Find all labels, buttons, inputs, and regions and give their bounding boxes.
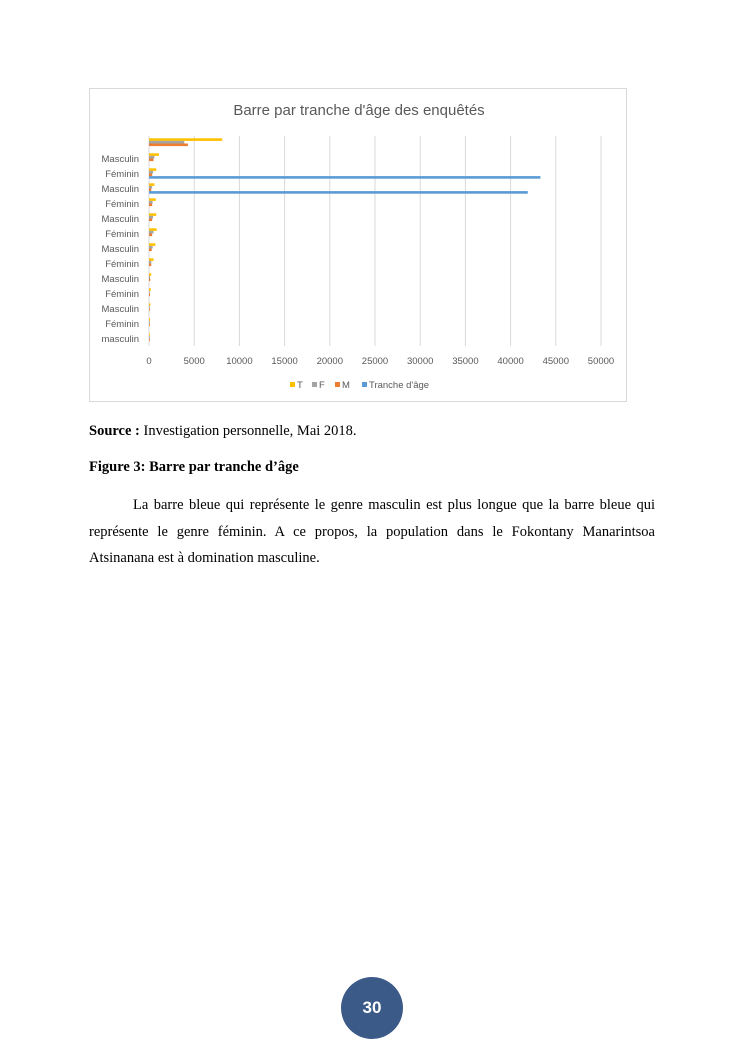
y-category-label: masculin: [101, 334, 139, 345]
y-category-label: Masculin: [101, 304, 139, 315]
age-bar-chart: [89, 88, 627, 402]
bar-m-5: [149, 264, 151, 267]
bar-m-2: [149, 309, 150, 312]
bar-m-13: [149, 144, 188, 147]
bar-t-11: [149, 168, 156, 171]
y-category-label: Féminin: [105, 319, 139, 330]
bar-f-2: [149, 306, 150, 309]
x-tick-label: 15000: [271, 356, 298, 367]
x-tick-label: 35000: [452, 356, 479, 367]
bar-m-11: [149, 174, 152, 177]
y-category-label: Féminin: [105, 169, 139, 180]
page-number: 30: [362, 998, 382, 1017]
bar-marks: [149, 138, 540, 341]
bar-t-10: [149, 183, 154, 186]
legend-label: Tranche d'âge: [369, 380, 430, 391]
bar-t-13: [149, 138, 222, 141]
y-category-label: Féminin: [105, 289, 139, 300]
bar-m-12: [149, 159, 154, 162]
bar-m-1: [149, 324, 150, 327]
chart-svg: [90, 89, 628, 403]
x-tick-label: 20000: [316, 356, 344, 367]
legend: [290, 380, 429, 391]
bar-t-0: [149, 333, 150, 336]
bar-t-5: [149, 258, 154, 261]
bar-f-1: [149, 321, 150, 324]
bar-f-0: [149, 336, 150, 339]
bar-f-11: [149, 171, 153, 174]
bar-t-4: [149, 273, 151, 276]
bar-t-12: [149, 153, 159, 156]
bar-t-7: [149, 228, 157, 231]
bar-f-7: [149, 231, 154, 234]
source-text: Investigation personnelle, Mai 2018.: [139, 423, 357, 439]
legend-label: T: [297, 380, 303, 391]
y-category-label: Féminin: [105, 229, 139, 240]
legend-swatch: [312, 382, 317, 387]
y-category-label: Masculin: [101, 154, 139, 165]
x-tick-label: 40000: [497, 356, 524, 367]
grid-lines: [149, 136, 601, 346]
legend-swatch: [362, 382, 367, 387]
x-tick-label: 25000: [361, 356, 389, 367]
page-number-badge: [341, 977, 403, 1039]
legend-label: M: [342, 380, 350, 391]
bar-tranchedge-10: [149, 191, 528, 194]
bar-t-9: [149, 198, 156, 201]
bar-f-9: [149, 201, 153, 204]
bar-m-6: [149, 249, 152, 252]
y-category-label: Masculin: [101, 244, 139, 255]
x-tick-label: 45000: [542, 356, 570, 367]
bar-m-8: [149, 219, 152, 222]
x-tick-label: 50000: [587, 356, 615, 367]
bar-tranchedge-11: [149, 176, 540, 179]
bar-f-5: [149, 261, 151, 264]
figure-caption: Figure 3: Barre par tranche d’âge: [89, 459, 299, 475]
y-category-label: Masculin: [101, 184, 139, 195]
x-tick-label: 10000: [226, 356, 253, 367]
body-paragraph: La barre bleue qui représente le genre masculin est plus longue que la barre bleue qui représente le genre féminin. A ce propos, la population dans le Fokontany Manarintsoa Atsinanana est à domination masculine.: [89, 497, 655, 566]
y-category-label: Féminin: [105, 199, 139, 210]
bar-t-1: [149, 318, 150, 321]
bar-f-10: [149, 186, 152, 189]
y-category-label: Féminin: [105, 259, 139, 270]
bar-m-4: [149, 279, 150, 282]
x-tick-label: 5000: [183, 356, 205, 367]
y-category-label: Masculin: [101, 274, 139, 285]
bar-m-10: [149, 189, 151, 192]
bar-m-0: [149, 339, 150, 342]
bar-m-3: [149, 294, 150, 297]
source-label: Source :: [89, 423, 140, 439]
y-category-label: Masculin: [101, 214, 139, 225]
bar-m-7: [149, 234, 152, 237]
bar-t-2: [149, 303, 150, 306]
bar-f-8: [149, 216, 153, 219]
y-axis-labels: [102, 154, 140, 345]
bar-t-3: [149, 288, 151, 291]
bar-f-3: [149, 291, 150, 294]
bar-f-4: [149, 276, 150, 279]
bar-t-6: [149, 243, 155, 246]
chart-title: Barre par tranche d'âge des enquêtés: [233, 102, 485, 119]
source-line: [89, 422, 357, 440]
x-tick-label: 0: [146, 356, 152, 367]
legend-swatch: [290, 382, 295, 387]
x-tick-label: 30000: [406, 356, 434, 367]
bar-f-6: [149, 246, 153, 249]
bar-t-8: [149, 213, 156, 216]
legend-swatch: [335, 382, 340, 387]
bar-f-12: [149, 156, 154, 159]
x-axis-ticks: [146, 356, 614, 367]
bar-f-13: [149, 141, 184, 144]
bar-m-9: [149, 204, 152, 207]
legend-label: F: [319, 380, 325, 391]
